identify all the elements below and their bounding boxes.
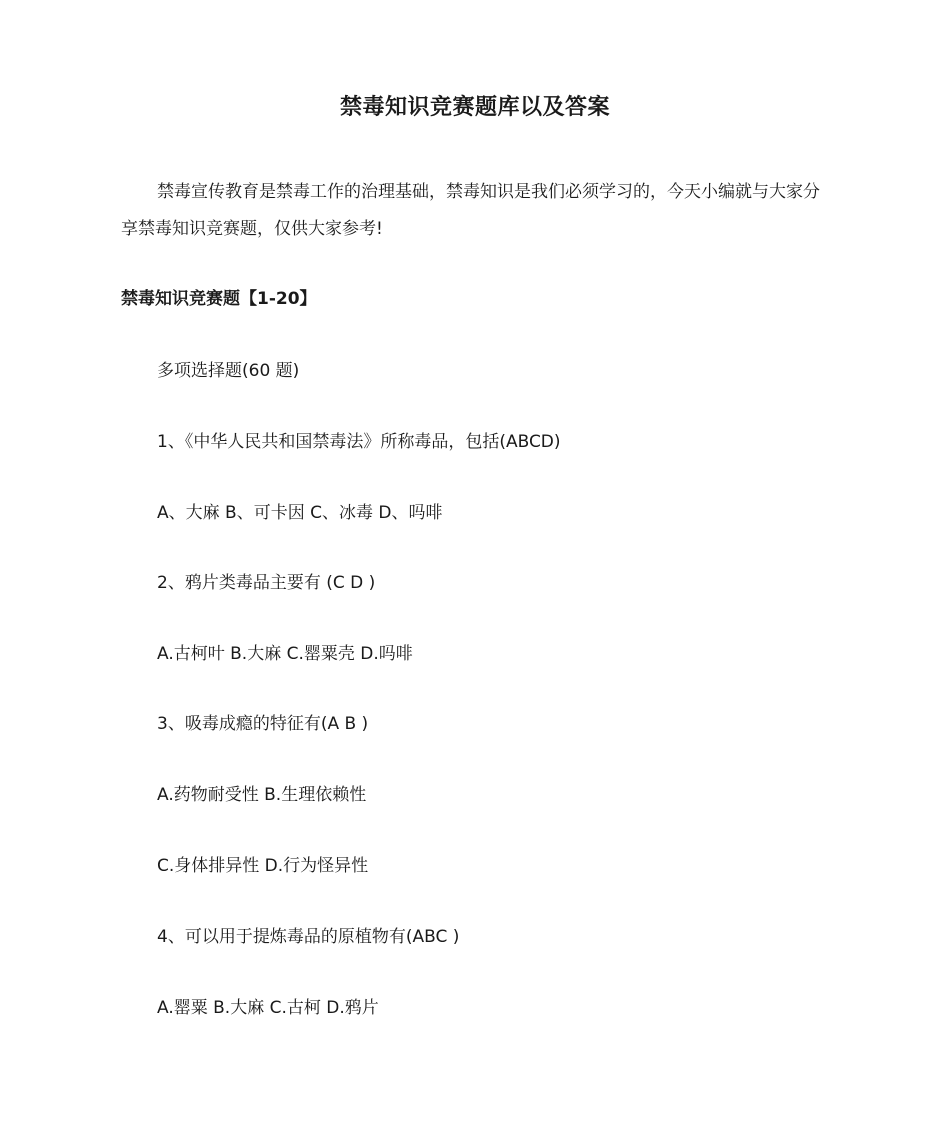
question-2: 2、鸦片类毒品主要有 (C D ): [157, 573, 376, 593]
question-3-options-ab: A.药物耐受性 B.生理依赖性: [157, 785, 367, 805]
question-3: 3、吸毒成瘾的特征有(A B ): [157, 714, 369, 734]
intro-paragraph: 禁毒宣传教育是禁毒工作的治理基础，禁毒知识是我们必须学习的，今天小编就与大家分享禁毒知识竞赛题，仅供大家参考!: [121, 182, 820, 239]
question-1-options: A、大麻 B、可卡因 C、冰毒 D、吗啡: [157, 503, 443, 523]
question-2-options: A.古柯叶 B.大麻 C.罂粟壳 D.吗啡: [157, 644, 413, 664]
question-1: 1、《中华人民共和国禁毒法》所称毒品，包括(ABCD): [157, 432, 561, 452]
question-type-line: 多项选择题(60 题): [157, 361, 300, 381]
document-title: 禁毒知识竞赛题库以及答案: [339, 95, 610, 120]
section-heading: 禁毒知识竞赛题【1-20】: [121, 289, 317, 309]
question-4: 4、可以用于提炼毒品的原植物有(ABC ): [157, 927, 460, 947]
question-4-options: A.罂粟 B.大麻 C.古柯 D.鸦片: [157, 998, 379, 1018]
question-3-options-cd: C.身体排异性 D.行为怪异性: [157, 856, 369, 876]
